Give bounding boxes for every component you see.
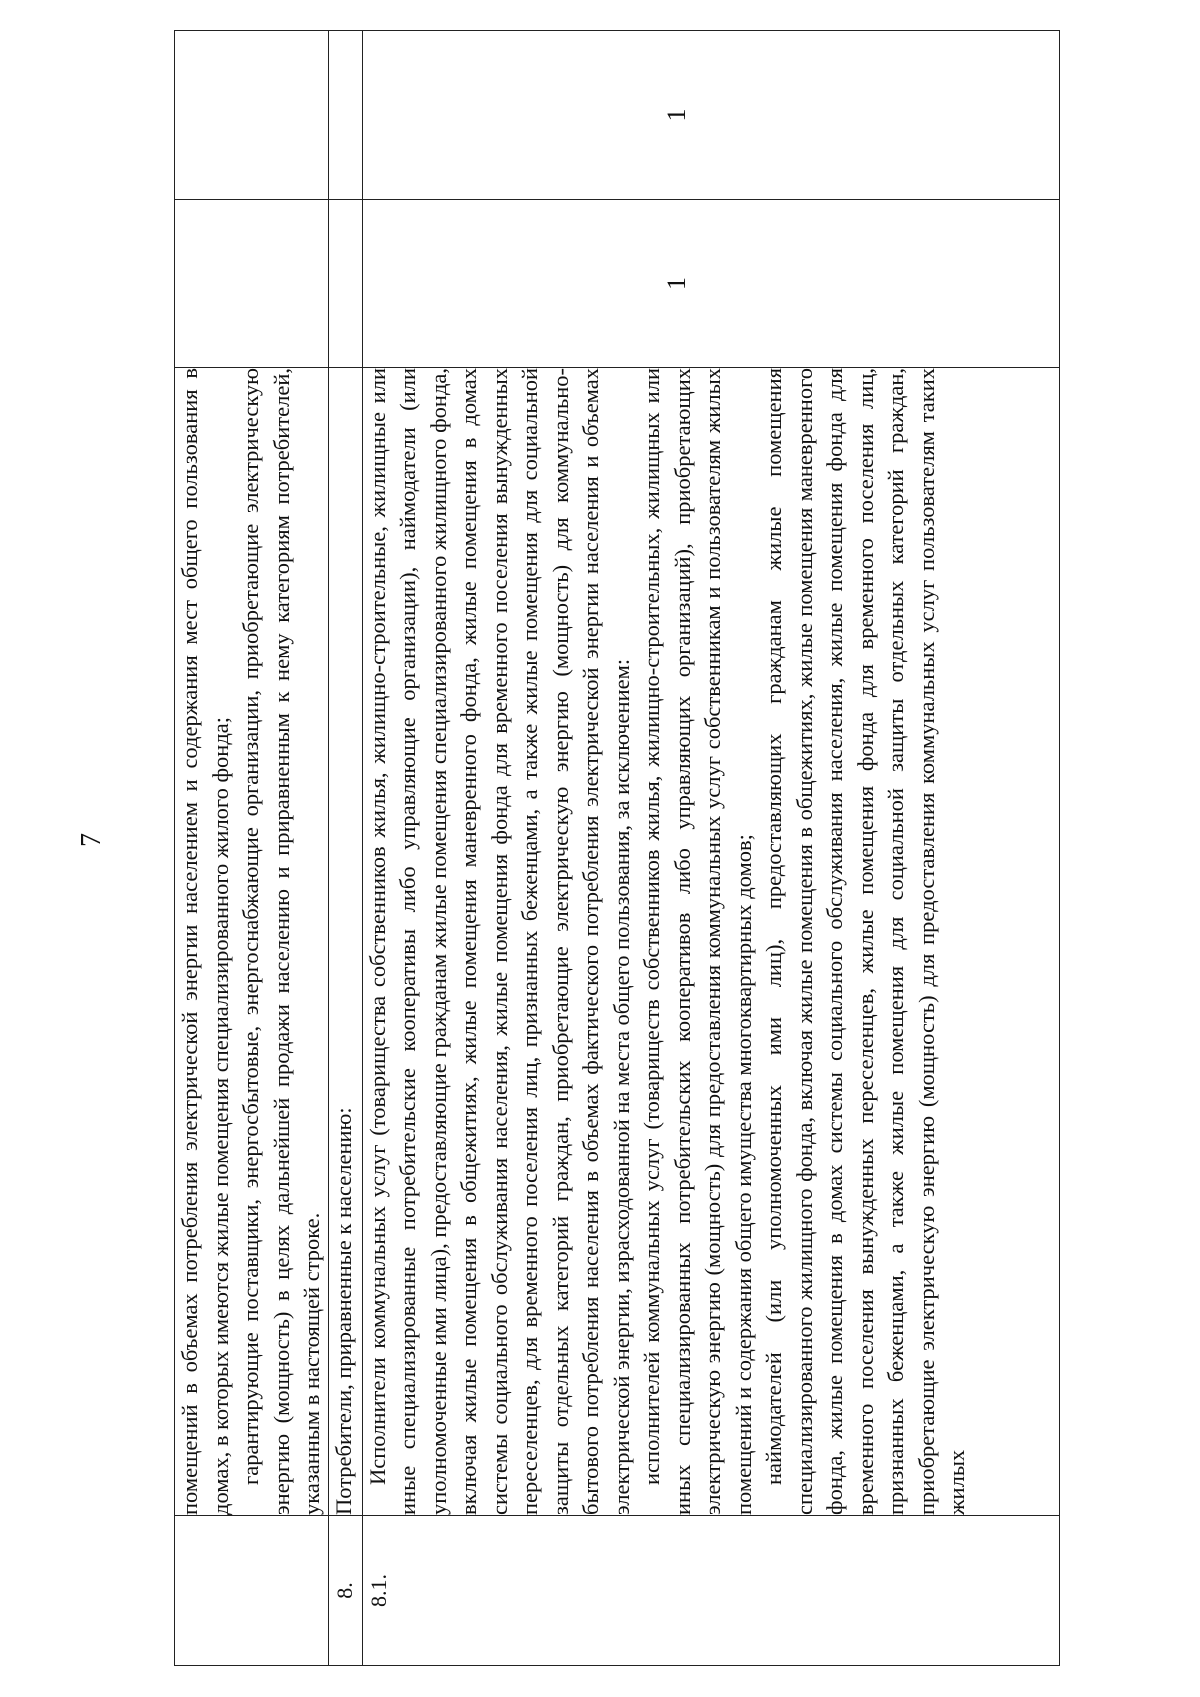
description-paragraph: гарантирующие поставщики, энергосбытовые, энергоснабжающие организации, приобретающие электрическую энергию (мощность) в целях дальнейшей продажи населению и приравненным к нему категориям потребителей, указанным в настоящей строке. [238,368,324,1515]
row-number: 8. [328,1516,362,1666]
row-description [175,368,329,1516]
description-paragraph: помещений в объемах потребления электрической энергии населением и содержания мест общего пользования в домах, в которых имеются жилые помещения специализированного жилого фонда; [177,368,233,1515]
description-paragraph: Потребители, приравненные к населению: [330,1107,356,1515]
row-value-cell [328,200,362,368]
description-paragraph: исполнителей коммунальных услуг (товариществ собственников жилья, жилищно-строительных, жилищных или иных специализированных потребительских кооперативов либо управляющих организаций), приобретающих электрическую энергию (мощность) для предоставления коммунальных услуг собственникам и пользователям жилых помещений и содержания общего имущества многоквартирных домов; [639,368,756,1515]
description-paragraph: Исполнители коммунальных услуг (товарищества собственников жилья, жилищно-строительные, жилищные или иные специализированные потребительские кооперативы либо управляющие организации), наймодатели (или уполномоченные ими лица), предоставляющие гражданам жилые помещения специализированного жилищного фонда, включая жилые помещения в общежитиях, жилые помещения маневренного фонда, жилые помещения в домах системы социального обслуживания населения, жилые помещения фонда для временного поселения вынужденных переселенцев, для временного поселения лиц, признанных беженцами, а также жилые помещения для социальной защиты отдельных категорий граждан, приобретающие электрическую энергию (мощность) для коммунально-бытового потребления населения в объемах фактического потребления электрической энергии населения и объемах электрической энергии, израсходованной на места общего пользования, за исключением: [364,368,634,1515]
row-value-cell [362,200,1059,368]
row-value: 1 [661,108,691,122]
row-description [362,368,1059,1516]
description-paragraph: наймодателей (или уполномоченных ими лиц), предоставляющих гражданам жилые помещения специализированного жилищного фонда, включая жилые помещения в общежитиях, жилые помещения маневренного фонда, жилые помещения в домах системы социального обслуживания населения, жилые помещения фонда для временного поселения вынужденных переселенцев, жилые помещения фонда для временного поселения лиц, признанных беженцами, а также жилые помещения для социальной защиты отдельных категорий граждан, приобретающие электрическую энергию (мощность) для предоставления коммунальных услуг пользователям таких жилых [761,368,969,1515]
row-value-cell [175,200,329,368]
row-value-cell [362,31,1059,200]
row-value-cell [175,31,329,200]
table-row [328,31,362,1666]
row-number [175,1516,329,1666]
row-value: 1 [661,277,691,290]
page-number: 7 [76,833,107,847]
tariff-table-sheet [174,31,1050,1666]
row-value-cell [328,31,362,200]
row-number: 8.1. [362,1516,1059,1666]
table-row [175,31,329,1666]
tariff-table [174,30,1060,1666]
row-description [328,368,362,1516]
table-row [362,31,1059,1666]
